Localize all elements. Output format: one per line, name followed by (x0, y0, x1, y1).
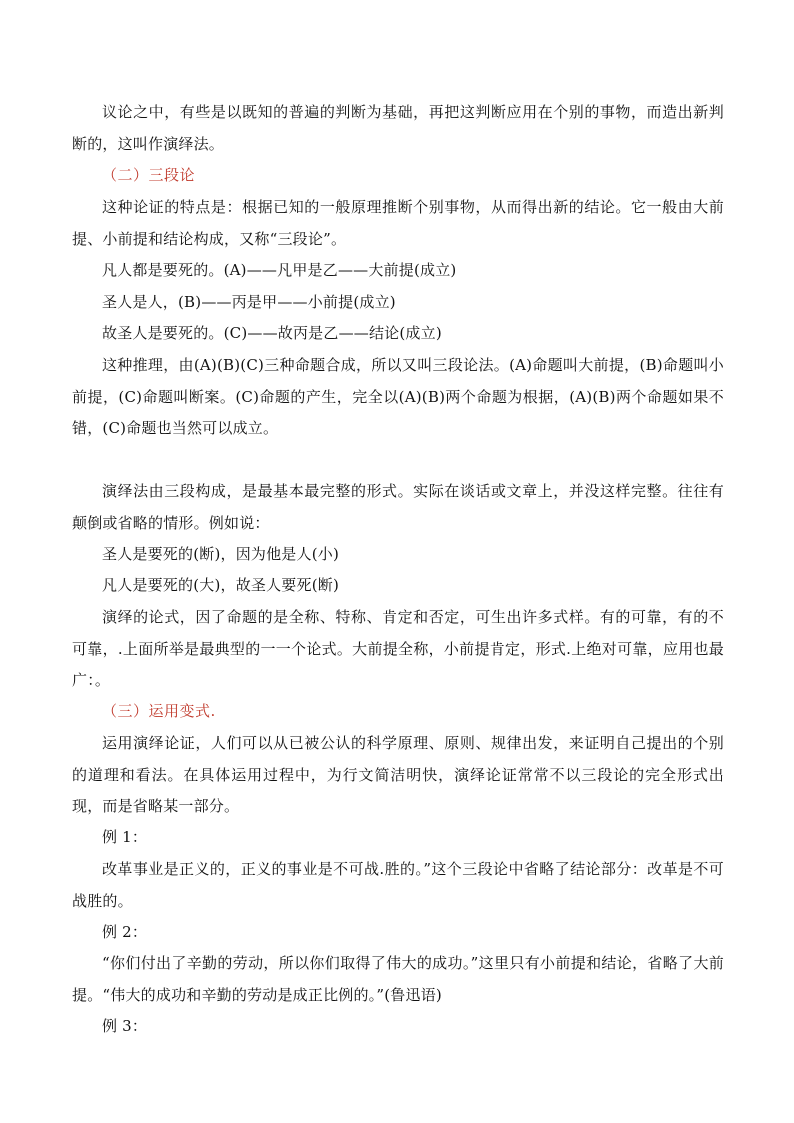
section-heading-syllogism: （二）三段论 (102, 166, 196, 184)
paragraph-conclusion: 故圣人是要死的。(C)——故丙是乙——结论(成立) (102, 324, 442, 342)
paragraph-example-line-2: 凡人是要死的(大)，故圣人要死(断) (102, 576, 340, 594)
example-3-label: 例 3： (102, 1017, 148, 1035)
example-1-label: 例 1： (102, 828, 148, 846)
paragraph-major-premise: 凡人都是要死的。(A)——凡甲是乙——大前提(成立) (102, 261, 457, 279)
paragraph-syllogism-features: 这种论证的特点是：根据已知的一般原理推断个别事物，从而得出新的结论。它一般由大前提、小前提和结论构成，又称“三段论”。 (72, 198, 724, 248)
paragraph-example-line-1: 圣人是要死的(断)，因为他是人(小) (102, 545, 340, 563)
paragraph-example-2: “你们付出了辛勤的劳动，所以你们取得了伟大的成功。”这里只有小前提和结论，省略了大前提。“伟大的成功和辛勤的劳动是成正比例的。”(鲁迅语) (72, 954, 724, 1004)
paragraph-applying-deduction: 运用演绎论证，人们可以从已被公认的科学原理、原则、规律出发，来证明自己提出的个别的道理和看法。在具体运用过程中，为行文简洁明快，演绎论证常常不以三段论的完全形式出现，而是省略某一部分。 (72, 734, 724, 815)
paragraph-deduction-definition: 议论之中，有些是以既知的普遍的判断为基础，再把这判断应用在个别的事物，而造出新判断的，这叫作演绎法。 (72, 103, 724, 153)
paragraph-deduction-forms: 演绎法由三段构成，是最基本最完整的形式。实际在谈话或文章上，并没这样完整。往往有颠倒或省略的情形。例如说： (72, 482, 724, 532)
example-2-label: 例 2： (102, 923, 148, 941)
paragraph-syllogism-explanation: 这种推理，由(A)(B)(C)三种命题合成，所以又叫三段论法。(A)命题叫大前提，(B)命题叫小前提，(C)命题叫断案。(C)命题的产生，完全以(A)(B)两个命题为根据，(A)(B)两个命题如果不错，(C)命题也当然可以成立。 (72, 356, 724, 437)
paragraph-deduction-variants: 演绎的论式，因了命题的是全称、特称、肯定和否定，可生出许多式样。有的可靠，有的不可靠，.上面所举是最典型的一一个论式。大前提全称，小前提肯定，形式.上绝对可靠，应用也最广：。 (72, 608, 724, 689)
paragraph-minor-premise: 圣人是人，(B)——丙是甲——小前提(成立) (102, 293, 396, 311)
paragraph-example-1: 改革事业是正义的，正义的事业是不可战.胜的。”这个三段论中省略了结论部分：改革是不可战胜的。 (72, 860, 724, 910)
section-heading-variants: （三）运用变式. (102, 702, 216, 720)
